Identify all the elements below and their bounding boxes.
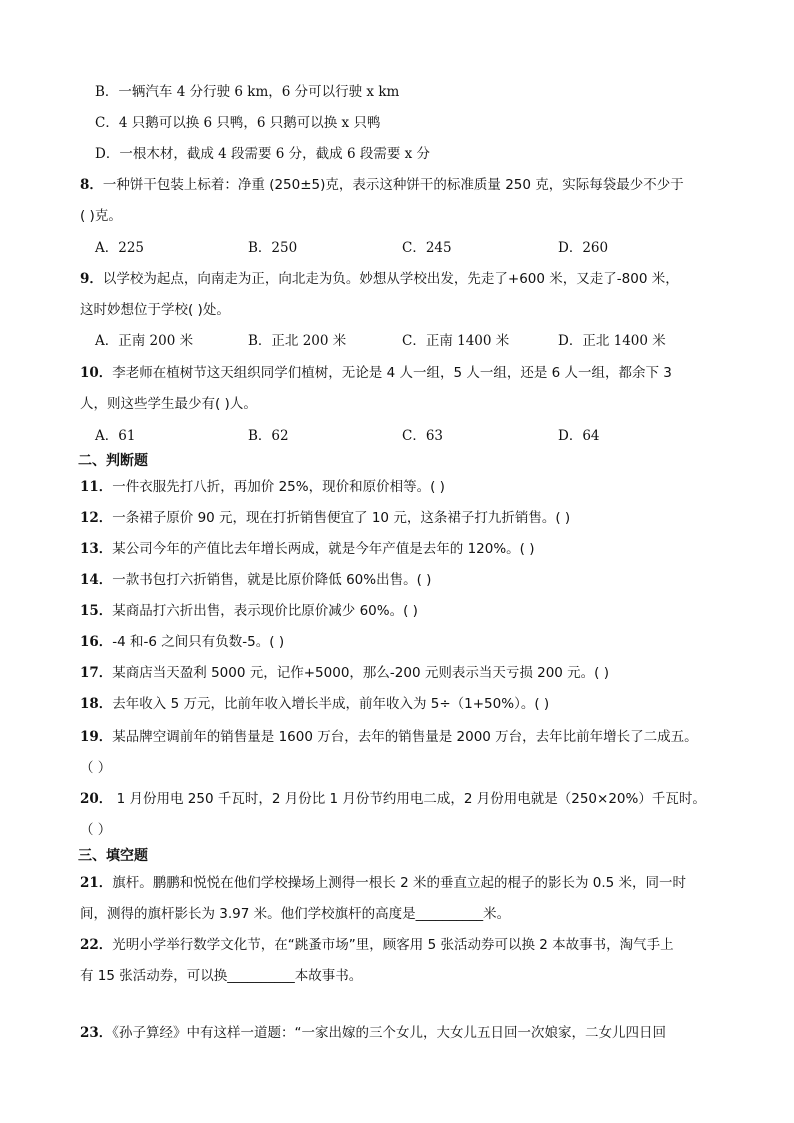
question-21: 21．旗杆。鹏鹏和悦悦在他们学校操场上测得一根长 2 米的垂直立起的棍子的影长为 0.5 米，同一时 (80, 875, 687, 891)
question-8: 8．一种饼干包装上标着：净重 (250±5)克，表示这种饼干的标准质量 250 克，实际每袋最少不少于 (80, 177, 684, 193)
q9-option-a: A．正南 200 米 (95, 333, 194, 349)
question-20-cont: （ ） (80, 822, 112, 838)
q10-option-c: C．63 (402, 428, 444, 444)
question-15: 15．某商品打六折出售，表示现价比原价减少 60%。( ) (80, 603, 418, 619)
question-22: 22．光明小学举行数学文化节，在“跳蚤市场”里，顾客用 5 张活动券可以换 2 本故事书，淘气手上 (80, 937, 674, 953)
section-heading-judgement: 二、判断题 (78, 453, 148, 469)
q7-option-d: D．一根木材，截成 4 段需要 6 分，截成 6 段需要 x 分 (95, 146, 431, 162)
question-22-cont: 有 15 张活动券，可以换__________本故事书。 (80, 968, 363, 984)
question-14: 14．一款书包打六折销售，就是比原价降低 60%出售。( ) (80, 572, 432, 588)
q8-option-c: C．245 (402, 240, 452, 256)
q7-option-c: C．4 只鹅可以换 6 只鸭，6 只鹅可以换 x 只鸭 (95, 115, 381, 131)
q10-option-b: B．62 (248, 428, 289, 444)
question-19: 19．某品牌空调前年的销售量是 1600 万台，去年的销售量是 2000 万台，去年比前年增长了二成五。 (80, 729, 698, 745)
question-21-cont: 间，测得的旗杆影长为 3.97 米。他们学校旗杆的高度是__________米。 (80, 906, 511, 922)
question-10: 10．李老师在植树节这天组织同学们植树，无论是 4 人一组，5 人一组，还是 6 人一组，都余下 3 (80, 365, 672, 381)
question-20: 20． 1 月份用电 250 千瓦时，2 月份比 1 月份节约用电二成，2 月份用电就是（250×20%）千瓦时。 (80, 791, 706, 807)
question-23: 23．《孙子算经》中有这样一道题：“一家出嫁的三个女儿，大女儿五日回一次娘家，二女儿四日回 (80, 1025, 667, 1041)
question-12: 12．一条裙子原价 90 元，现在打折销售便宜了 10 元，这条裙子打九折销售。( ) (80, 510, 571, 526)
question-9-cont: 这时妙想位于学校( )处。 (80, 302, 230, 318)
question-16: 16．-4 和-6 之间只有负数-5。( ) (80, 634, 285, 650)
question-19-cont: （ ） (80, 760, 112, 776)
q9-option-c: C．正南 1400 米 (402, 333, 510, 349)
question-18: 18．去年收入 5 万元，比前年收入增长半成，前年收入为 5÷（1+50%）。( ) (80, 696, 550, 712)
q10-option-d: D．64 (558, 428, 600, 444)
q8-option-a: A．225 (95, 240, 145, 256)
question-17: 17．某商店当天盈利 5000 元，记作+5000，那么-200 元则表示当天亏损 200 元。( ) (80, 665, 610, 681)
q8-option-b: B．250 (248, 240, 298, 256)
q10-option-a: A．61 (95, 428, 136, 444)
q9-option-b: B．正北 200 米 (248, 333, 347, 349)
question-10-cont: 人，则这些学生最少有( )人。 (80, 396, 257, 412)
question-11: 11．一件衣服先打八折，再加价 25%，现价和原价相等。( ) (80, 479, 445, 495)
q7-option-b: B．一辆汽车 4 分行驶 6 km，6 分可以行驶 x km (95, 84, 400, 100)
question-8-cont: ( )克。 (80, 208, 122, 224)
question-9: 9．以学校为起点，向南走为正，向北走为负。妙想从学校出发，先走了+600 米，又走了-800 米， (80, 271, 679, 287)
question-13: 13．某公司今年的产值比去年增长两成，就是今年产值是去年的 120%。( ) (80, 541, 535, 557)
q9-option-d: D．正北 1400 米 (558, 333, 666, 349)
q8-option-d: D．260 (558, 240, 609, 256)
section-heading-fill-in: 三、填空题 (78, 848, 148, 864)
